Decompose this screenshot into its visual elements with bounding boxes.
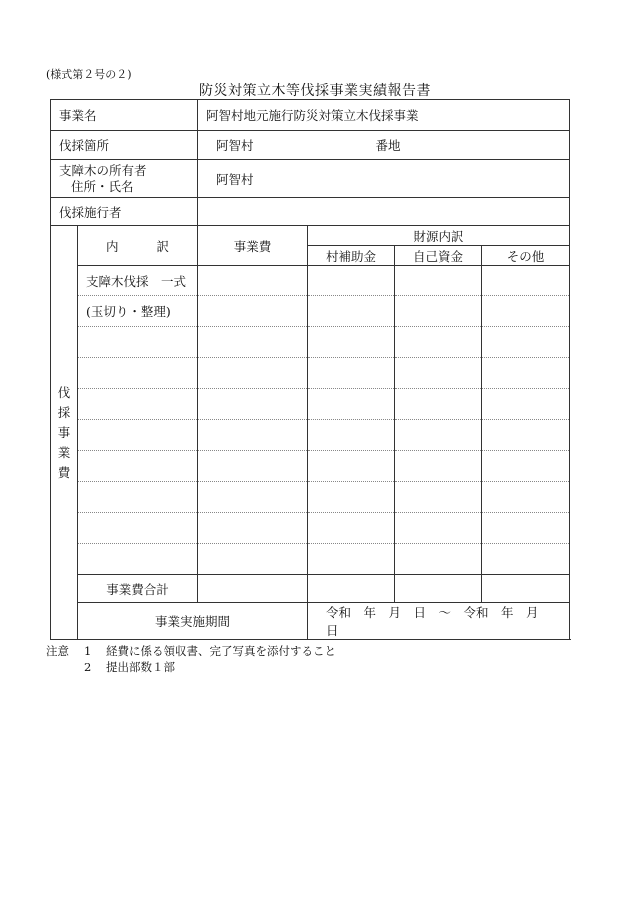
location-label: 伐採箇所	[51, 131, 198, 160]
total-own-funds-cell[interactable]	[395, 575, 482, 603]
project-name-label: 事業名	[51, 100, 198, 131]
cost-row	[51, 358, 570, 389]
location-banchi: 番地	[375, 138, 401, 153]
other-cell[interactable]	[482, 451, 570, 482]
village-subsidy-cell[interactable]	[308, 296, 395, 327]
notes	[46, 643, 336, 675]
total-other-cell[interactable]	[482, 575, 570, 603]
item-cell[interactable]	[78, 389, 198, 420]
total-label: 事業費合計	[78, 575, 198, 603]
document-title: 防災対策立木等伐採事業実績報告書	[199, 83, 431, 99]
cost-section-char: 業	[57, 444, 71, 460]
cost-cell[interactable]	[198, 296, 308, 327]
notes-heading: 注意	[46, 644, 69, 658]
location-value[interactable]	[198, 131, 570, 160]
own-funds-cell[interactable]	[395, 358, 482, 389]
header-cost: 事業費	[198, 226, 308, 266]
own-funds-cell[interactable]	[395, 296, 482, 327]
village-subsidy-cell[interactable]	[308, 327, 395, 358]
contractor-label: 伐採施行者	[51, 198, 198, 226]
village-subsidy-cell[interactable]	[308, 389, 395, 420]
cost-cell[interactable]	[198, 482, 308, 513]
cost-cell[interactable]	[198, 420, 308, 451]
own-funds-cell[interactable]	[395, 327, 482, 358]
header-funding: 財源内訳	[308, 226, 570, 246]
item-cell[interactable]	[78, 513, 198, 544]
village-subsidy-cell[interactable]	[308, 544, 395, 575]
item-cell[interactable]	[78, 420, 198, 451]
cost-cell[interactable]	[198, 513, 308, 544]
own-funds-cell[interactable]	[395, 389, 482, 420]
cost-cell[interactable]	[198, 451, 308, 482]
cost-section-char: 費	[57, 464, 71, 480]
item-cell[interactable]: (玉切り・整理)	[78, 296, 198, 327]
own-funds-cell[interactable]	[395, 451, 482, 482]
other-cell[interactable]	[482, 389, 570, 420]
cost-row	[51, 420, 570, 451]
other-cell[interactable]	[482, 296, 570, 327]
report-table	[50, 99, 570, 640]
other-cell[interactable]	[482, 420, 570, 451]
own-funds-cell[interactable]	[395, 266, 482, 296]
other-cell[interactable]	[482, 482, 570, 513]
total-cost-cell[interactable]	[198, 575, 308, 603]
project-name-value[interactable]: 阿智村地元施行防災対策立木伐採事業	[198, 100, 570, 131]
cost-row	[51, 451, 570, 482]
period-label: 事業実施期間	[78, 603, 308, 640]
item-cell[interactable]	[78, 482, 198, 513]
period-value[interactable]: 令和 年 月 日 ～ 令和 年 月 日	[308, 603, 570, 640]
total-village-subsidy-cell[interactable]	[308, 575, 395, 603]
item-cell[interactable]	[78, 544, 198, 575]
own-funds-cell[interactable]	[395, 544, 482, 575]
item-cell[interactable]	[78, 327, 198, 358]
owner-value[interactable]: 阿智村	[198, 160, 570, 198]
note-number: 1	[84, 644, 92, 658]
header-item-b: 訳	[156, 238, 170, 254]
location-village: 阿智村	[216, 138, 254, 153]
other-cell[interactable]	[482, 358, 570, 389]
cost-row	[51, 513, 570, 544]
cost-row	[51, 482, 570, 513]
own-funds-cell[interactable]	[395, 482, 482, 513]
cost-cell[interactable]	[198, 389, 308, 420]
village-subsidy-cell[interactable]	[308, 420, 395, 451]
owner-label-line2: 住所・氏名	[71, 178, 134, 194]
note-number: 2	[84, 660, 92, 674]
header-other: その他	[482, 246, 570, 266]
total-row	[51, 575, 570, 603]
village-subsidy-cell[interactable]	[308, 513, 395, 544]
cost-section-char: 採	[57, 404, 71, 420]
cost-section-char: 事	[57, 424, 71, 440]
other-cell[interactable]	[482, 327, 570, 358]
header-own-funds: 自己資金	[395, 246, 482, 266]
other-cell[interactable]	[482, 544, 570, 575]
header-item	[78, 226, 198, 266]
other-cell[interactable]	[482, 266, 570, 296]
cost-section-char: 伐	[57, 384, 71, 400]
owner-label-line1: 支障木の所有者	[59, 162, 147, 178]
own-funds-cell[interactable]	[395, 420, 482, 451]
cost-cell[interactable]	[198, 327, 308, 358]
cost-cell[interactable]	[198, 544, 308, 575]
own-funds-cell[interactable]	[395, 513, 482, 544]
other-cell[interactable]	[482, 513, 570, 544]
header-item-a: 内	[105, 238, 119, 254]
item-cell[interactable]	[78, 451, 198, 482]
cost-row	[51, 266, 570, 296]
owner-label	[51, 160, 198, 198]
cost-cell[interactable]	[198, 358, 308, 389]
village-subsidy-cell[interactable]	[308, 358, 395, 389]
header-village-subsidy: 村補助金	[308, 246, 395, 266]
village-subsidy-cell[interactable]	[308, 482, 395, 513]
note-text: 経費に係る領収書、完了写真を添付すること	[106, 644, 336, 658]
cost-row	[51, 389, 570, 420]
cost-row	[51, 327, 570, 358]
cost-row	[51, 544, 570, 575]
cost-cell[interactable]	[198, 266, 308, 296]
cost-row	[51, 296, 570, 327]
note-text: 提出部数１部	[106, 660, 175, 674]
village-subsidy-cell[interactable]	[308, 266, 395, 296]
item-cell[interactable]	[78, 358, 198, 389]
form-number: (様式第２号の２)	[46, 68, 132, 81]
cost-section-label	[51, 226, 78, 640]
item-cell[interactable]: 支障木伐採 一式	[78, 266, 198, 296]
village-subsidy-cell[interactable]	[308, 451, 395, 482]
contractor-value[interactable]	[198, 198, 570, 226]
